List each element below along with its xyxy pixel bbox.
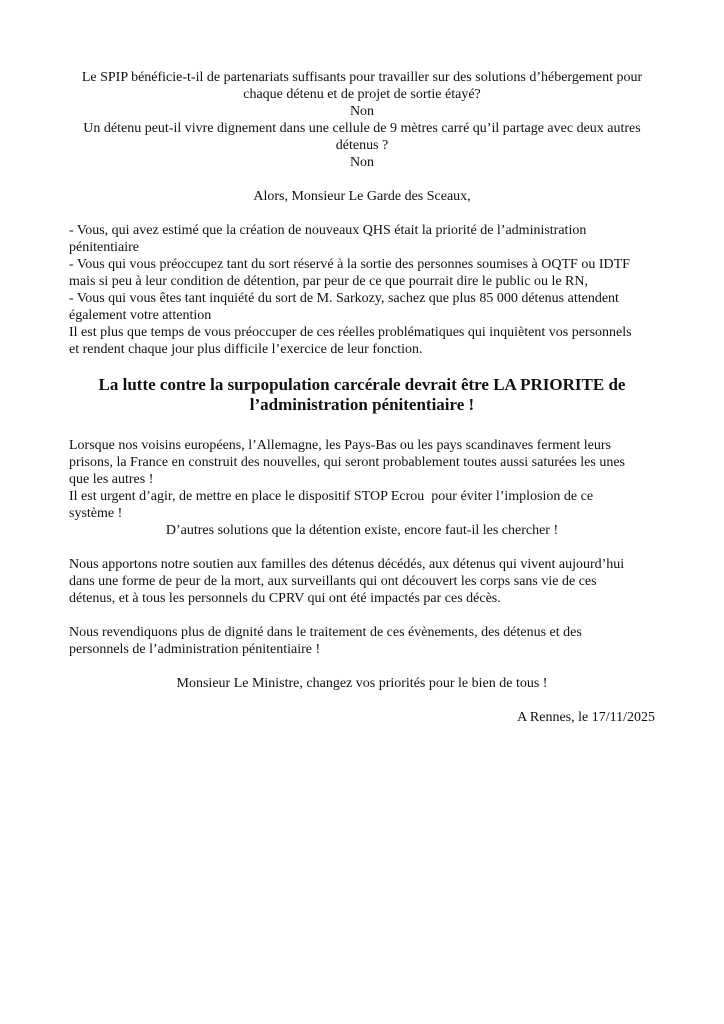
text-line: système !: [69, 506, 123, 521]
salutation-line: [69, 188, 655, 205]
paragraph-support: [69, 556, 655, 607]
heading-priority: [69, 375, 655, 415]
text-line: A Rennes, le 17/11/2025: [517, 710, 655, 725]
text-line: prisons, la France en construit des nouvelles, qui seront probablement toutes aussi saturées les unes: [69, 455, 625, 470]
text-line: Le SPIP bénéficie-t-il de partenariats suffisants pour travailler sur des solutions d’hébergement pour: [81, 70, 643, 85]
text-line: Alors, Monsieur Le Garde des Sceaux,: [253, 189, 471, 204]
dateline: [69, 709, 655, 726]
text-line: l’administration pénitentiaire !: [249, 395, 475, 414]
text-line: Nous apportons notre soutien aux familles des détenus décédés, aux détenus qui vivent aujourd’hui: [69, 557, 625, 572]
text-line: pénitentiaire: [69, 240, 139, 255]
line-other-solutions: [69, 522, 655, 539]
text-line: et rendent chaque jour plus difficile l’exercice de leur fonction.: [69, 342, 423, 357]
text-line: détenus, et à tous les personnels du CPRV qui ont été impactés par ces décès.: [69, 591, 501, 606]
text-line: détenus ?: [335, 138, 389, 153]
text-line: également votre attention: [69, 308, 212, 323]
text-line: Il est plus que temps de vous préoccuper de ces réelles problématiques qui inquiètent vos personnels: [69, 325, 632, 340]
text-line: Monsieur Le Ministre, changez vos priorités pour le bien de tous !: [176, 676, 548, 691]
paragraph-grievances: [69, 222, 655, 358]
text-line: chaque détenu et de projet de sortie étayé?: [243, 87, 481, 102]
text-line: Lorsque nos voisins européens, l’Allemagne, les Pays-Bas ou les pays scandinaves ferment leurs: [69, 438, 611, 453]
text-line: dans une forme de peur de la mort, aux surveillants qui ont découvert les corps sans vie de ces: [69, 574, 597, 589]
paragraph-questions: [69, 69, 655, 171]
text-line: D’autres solutions que la détention existe, encore faut-il les chercher !: [165, 523, 559, 538]
text-line: La lutte contre la surpopulation carcérale devrait être LA PRIORITE de: [98, 375, 626, 394]
line-appeal: [69, 675, 655, 692]
text-line: - Vous qui vous préoccupez tant du sort réservé à la sortie des personnes soumises à OQTF ou IDTF: [69, 257, 630, 272]
text-line: que les autres !: [69, 472, 154, 487]
text-line: Non: [349, 104, 375, 119]
paragraph-dignity: [69, 624, 655, 658]
text-line: - Vous, qui avez estimé que la création de nouveaux QHS était la priorité de l’administration: [69, 223, 587, 238]
text-line: mais si peu à leur condition de détention, par peur de ce que pourrait dire le public ou le RN,: [69, 274, 589, 289]
text-line: Un détenu peut-il vivre dignement dans une cellule de 9 mètres carré qu’il partage avec deux autres: [83, 121, 641, 136]
paragraph-europe-comparison: [69, 437, 655, 522]
text-line: Nous revendiquons plus de dignité dans le traitement de ces évènements, des détenus et des: [69, 625, 582, 640]
text-line: - Vous qui vous êtes tant inquiété du sort de M. Sarkozy, sachez que plus 85 000 détenus attendent: [69, 291, 619, 306]
text-line: personnels de l’administration pénitentiaire !: [69, 642, 321, 657]
text-line: Non: [349, 155, 375, 170]
text-line: Il est urgent d’agir, de mettre en place le dispositif STOP Ecrou pour éviter l’implosion de ce: [69, 489, 594, 504]
